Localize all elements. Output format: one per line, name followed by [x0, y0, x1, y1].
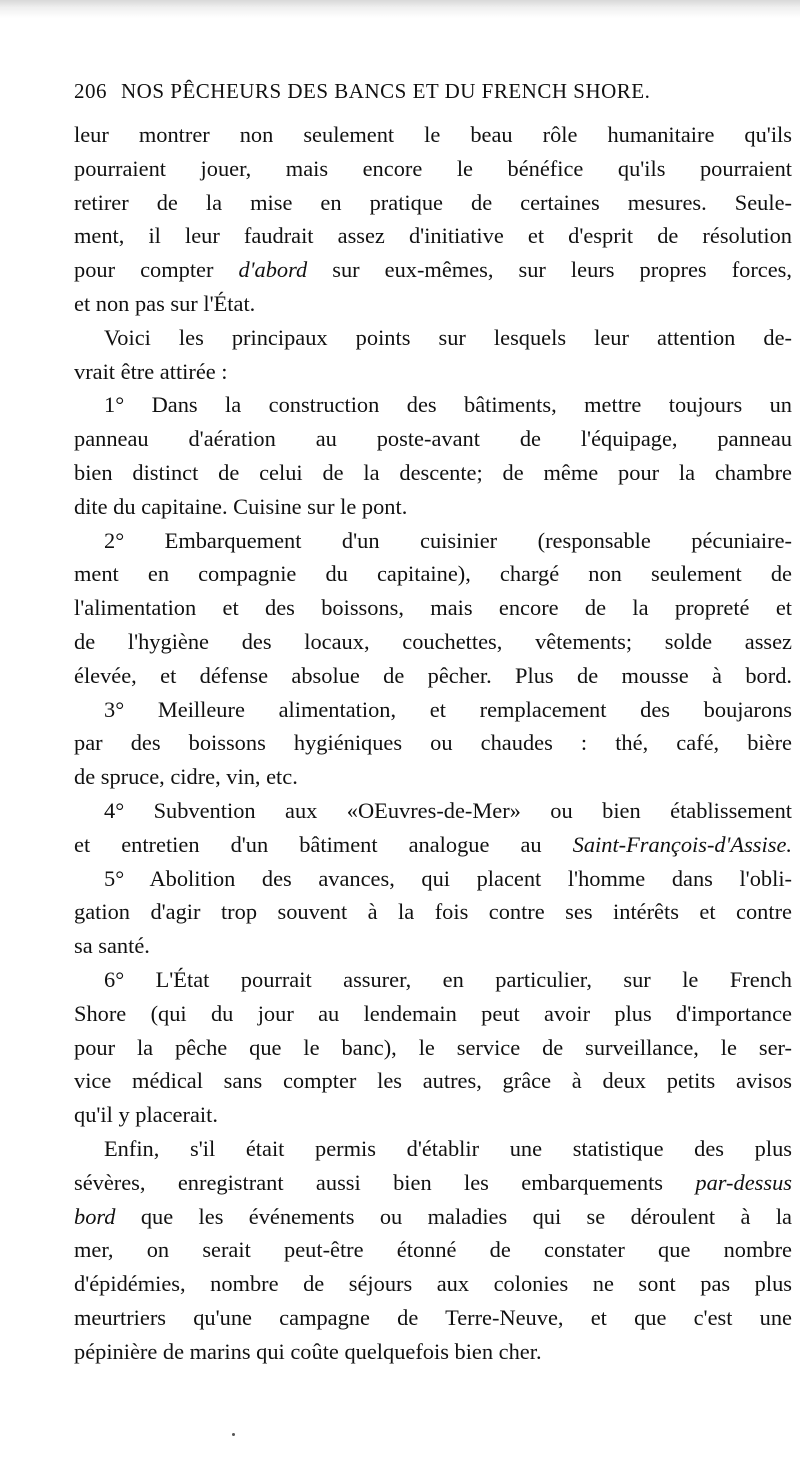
text-line — [74, 355, 792, 389]
text-segment: Enfin, s'il était permis d'établir une statistique des plus — [104, 1135, 792, 1161]
text-line — [74, 186, 792, 220]
text-line — [74, 625, 792, 659]
text-segment: dite du capitaine. Cuisine sur le pont. — [74, 493, 408, 519]
text-line — [74, 388, 792, 422]
text-line — [74, 524, 792, 558]
text-segment: d'épidémies, nombre de séjours aux colonies ne sont pas plus — [74, 1271, 792, 1297]
text-segment: ment en compagnie du capitaine), chargé non seulement de — [74, 561, 792, 587]
page-number: 206 — [74, 79, 107, 103]
text-line — [74, 1200, 792, 1234]
text-line — [74, 760, 792, 794]
text-line — [74, 253, 792, 287]
scan-speck — [232, 1433, 235, 1436]
text-line — [74, 557, 792, 591]
text-line — [74, 828, 792, 862]
text-segment: Voici les principaux points sur lesquels leur attention de- — [104, 324, 792, 350]
text-line — [74, 726, 792, 760]
text-segment: pourraient jouer, mais encore le bénéfice qu'ils pourraient — [74, 155, 792, 181]
text-segment: de l'hygiène des locaux, couchettes, vêtements; solde assez — [74, 628, 792, 654]
text-line — [74, 321, 792, 355]
text-line — [74, 591, 792, 625]
text-segment: élevée, et défense absolue de pêcher. Plus de mousse à bord. — [74, 662, 792, 688]
text-segment: 4° Subvention aux «OEuvres-de-Mer» ou bien établissement — [104, 797, 792, 823]
text-line — [74, 1233, 792, 1267]
text-line — [74, 693, 792, 727]
text-segment: 5° Abolition des avances, qui placent l'homme dans l'obli- — [104, 865, 792, 891]
text-line — [74, 219, 792, 253]
text-line — [74, 929, 792, 963]
text-line — [74, 1132, 792, 1166]
text-segment: 1° Dans la construction des bâtiments, mettre toujours un — [104, 392, 792, 418]
text-segment: sur eux-mêmes, sur leurs propres forces, — [307, 257, 792, 283]
text-line — [74, 1301, 792, 1335]
text-segment: sévères, enregistrant aussi bien les embarquements — [74, 1169, 696, 1195]
text-segment: pour compter — [74, 257, 239, 283]
text-segment: vrait être attirée : — [74, 358, 228, 384]
text-segment: retirer de la mise en pratique de certaines mesures. Seule- — [74, 189, 792, 215]
running-title: NOS PÊCHEURS DES BANCS ET DU FRENCH SHORE. — [121, 79, 651, 103]
text-segment: de spruce, cidre, vin, etc. — [74, 764, 298, 790]
italic-text: par-dessus — [695, 1169, 792, 1195]
text-segment: 2° Embarquement d'un cuisinier (responsable pécuniaire- — [104, 527, 792, 553]
text-segment: bien distinct de celui de la descente; de même pour la chambre — [74, 459, 792, 485]
text-segment: 3° Meilleure alimentation, et remplacement des boujarons — [104, 696, 792, 722]
text-line — [74, 1064, 792, 1098]
text-line — [74, 1267, 792, 1301]
book-page — [74, 74, 792, 1368]
text-line — [74, 152, 792, 186]
text-segment: par des boissons hygiéniques ou chaudes : thé, café, bière — [74, 730, 792, 756]
text-segment: vice médical sans compter les autres, grâce à deux petits avisos — [74, 1068, 792, 1094]
text-segment: sa santé. — [74, 933, 150, 959]
text-line — [74, 862, 792, 896]
text-segment: pour la pêche que le banc), le service de surveillance, le ser- — [74, 1034, 792, 1060]
text-line — [74, 1335, 792, 1369]
text-segment: gation d'agir trop souvent à la fois contre ses intérêts et contre — [74, 899, 792, 925]
text-segment: et non pas sur l'État. — [74, 290, 256, 316]
text-line — [74, 963, 792, 997]
text-line — [74, 1098, 792, 1132]
italic-text: bord — [74, 1203, 116, 1229]
text-segment: pépinière de marins qui coûte quelquefois bien cher. — [74, 1338, 542, 1364]
text-line — [74, 1031, 792, 1065]
text-line — [74, 997, 792, 1031]
text-segment: Shore (qui du jour au lendemain peut avoir plus d'importance — [74, 1000, 792, 1026]
italic-text: Saint-François-d'Assise. — [572, 831, 792, 857]
text-segment: mer, on serait peut-être étonné de constater que nombre — [74, 1237, 792, 1263]
text-line — [74, 422, 792, 456]
text-segment: leur montrer non seulement le beau rôle humanitaire qu'ils — [74, 122, 792, 147]
text-segment: et entretien d'un bâtiment analogue au — [74, 831, 573, 857]
text-line — [74, 895, 792, 929]
text-line — [74, 659, 792, 693]
text-segment: 6° L'État pourrait assurer, en particulier, sur le French — [104, 966, 792, 992]
scan-edge-shadow — [0, 0, 800, 18]
text-line — [74, 287, 792, 321]
text-segment: que les événements ou maladies qui se déroulent à la — [115, 1203, 792, 1229]
text-line — [74, 118, 792, 152]
body-text — [74, 118, 792, 1368]
running-head — [74, 74, 792, 108]
italic-text: d'abord — [238, 257, 308, 283]
text-segment: panneau d'aération au poste-avant de l'équipage, panneau — [74, 426, 792, 452]
text-line — [74, 1166, 792, 1200]
text-segment: qu'il y placerait. — [74, 1102, 218, 1128]
text-segment: ment, il leur faudrait assez d'initiative et d'esprit de résolution — [74, 223, 792, 249]
text-line — [74, 490, 792, 524]
text-segment: l'alimentation et des boissons, mais encore de la propreté et — [74, 595, 792, 621]
text-line — [74, 794, 792, 828]
text-line — [74, 456, 792, 490]
text-segment: meurtriers qu'une campagne de Terre-Neuve, et que c'est une — [74, 1304, 792, 1330]
